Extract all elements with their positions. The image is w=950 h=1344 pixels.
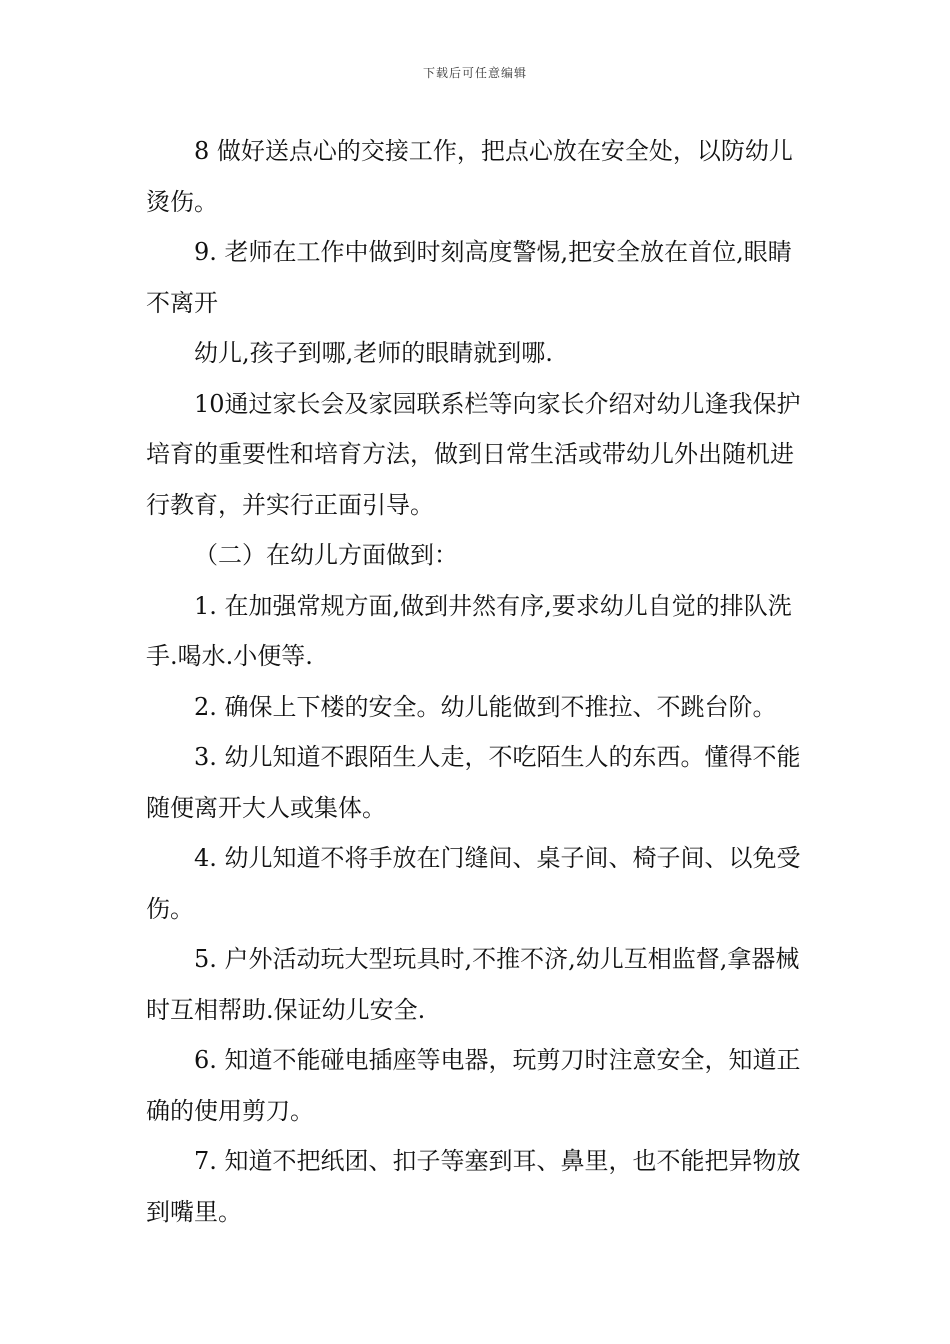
- paragraph-8: 8 做好送点心的交接工作，把点心放在安全处，以防幼儿烫伤。: [146, 137, 793, 216]
- header-note: 下载后可任意编辑: [422, 66, 527, 80]
- paragraph-9: 9. 老师在工作中做到时刻高度警惕,把安全放在首位,眼睛不离开: [146, 238, 792, 317]
- child-item-6: 6. 知道不能碰电插座等电器，玩剪刀时注意安全，知道正确的使用剪刀。: [146, 1046, 801, 1125]
- child-item-3: 3. 幼儿知道不跟陌生人走，不吃陌生人的东西。懂得不能随便离开大人或集体。: [146, 743, 801, 822]
- document-body: [146, 126, 814, 1237]
- section-heading-children: （二）在幼儿方面做到：: [194, 541, 458, 569]
- child-item-5: 5. 户外活动玩大型玩具时,不推不济,幼儿互相监督,拿器械时互相帮助.保证幼儿安全.: [146, 945, 800, 1024]
- child-item-7: 7. 知道不把纸团、扣子等塞到耳、鼻里，也不能把异物放到嘴里。: [146, 1147, 801, 1226]
- paragraph-10: 10通过家长会及家园联系栏等向家长介绍对幼儿逢我保护培育的重要性和培育方法，做到日常生活或带幼儿外出随机进行教育，并实行正面引导。: [146, 389, 801, 519]
- child-item-1: 1. 在加强常规方面,做到井然有序,要求幼儿自觉的排队洗手.喝水.小便等.: [146, 591, 792, 670]
- child-item-4: 4. 幼儿知道不将手放在门缝间、桌子间、椅子间、以免受伤。: [146, 844, 801, 923]
- paragraph-9-continued: 幼儿,孩子到哪,老师的眼睛就到哪.: [194, 339, 553, 367]
- child-item-2: 2. 确保上下楼的安全。幼儿能做到不推拉、不跳台阶。: [194, 692, 777, 721]
